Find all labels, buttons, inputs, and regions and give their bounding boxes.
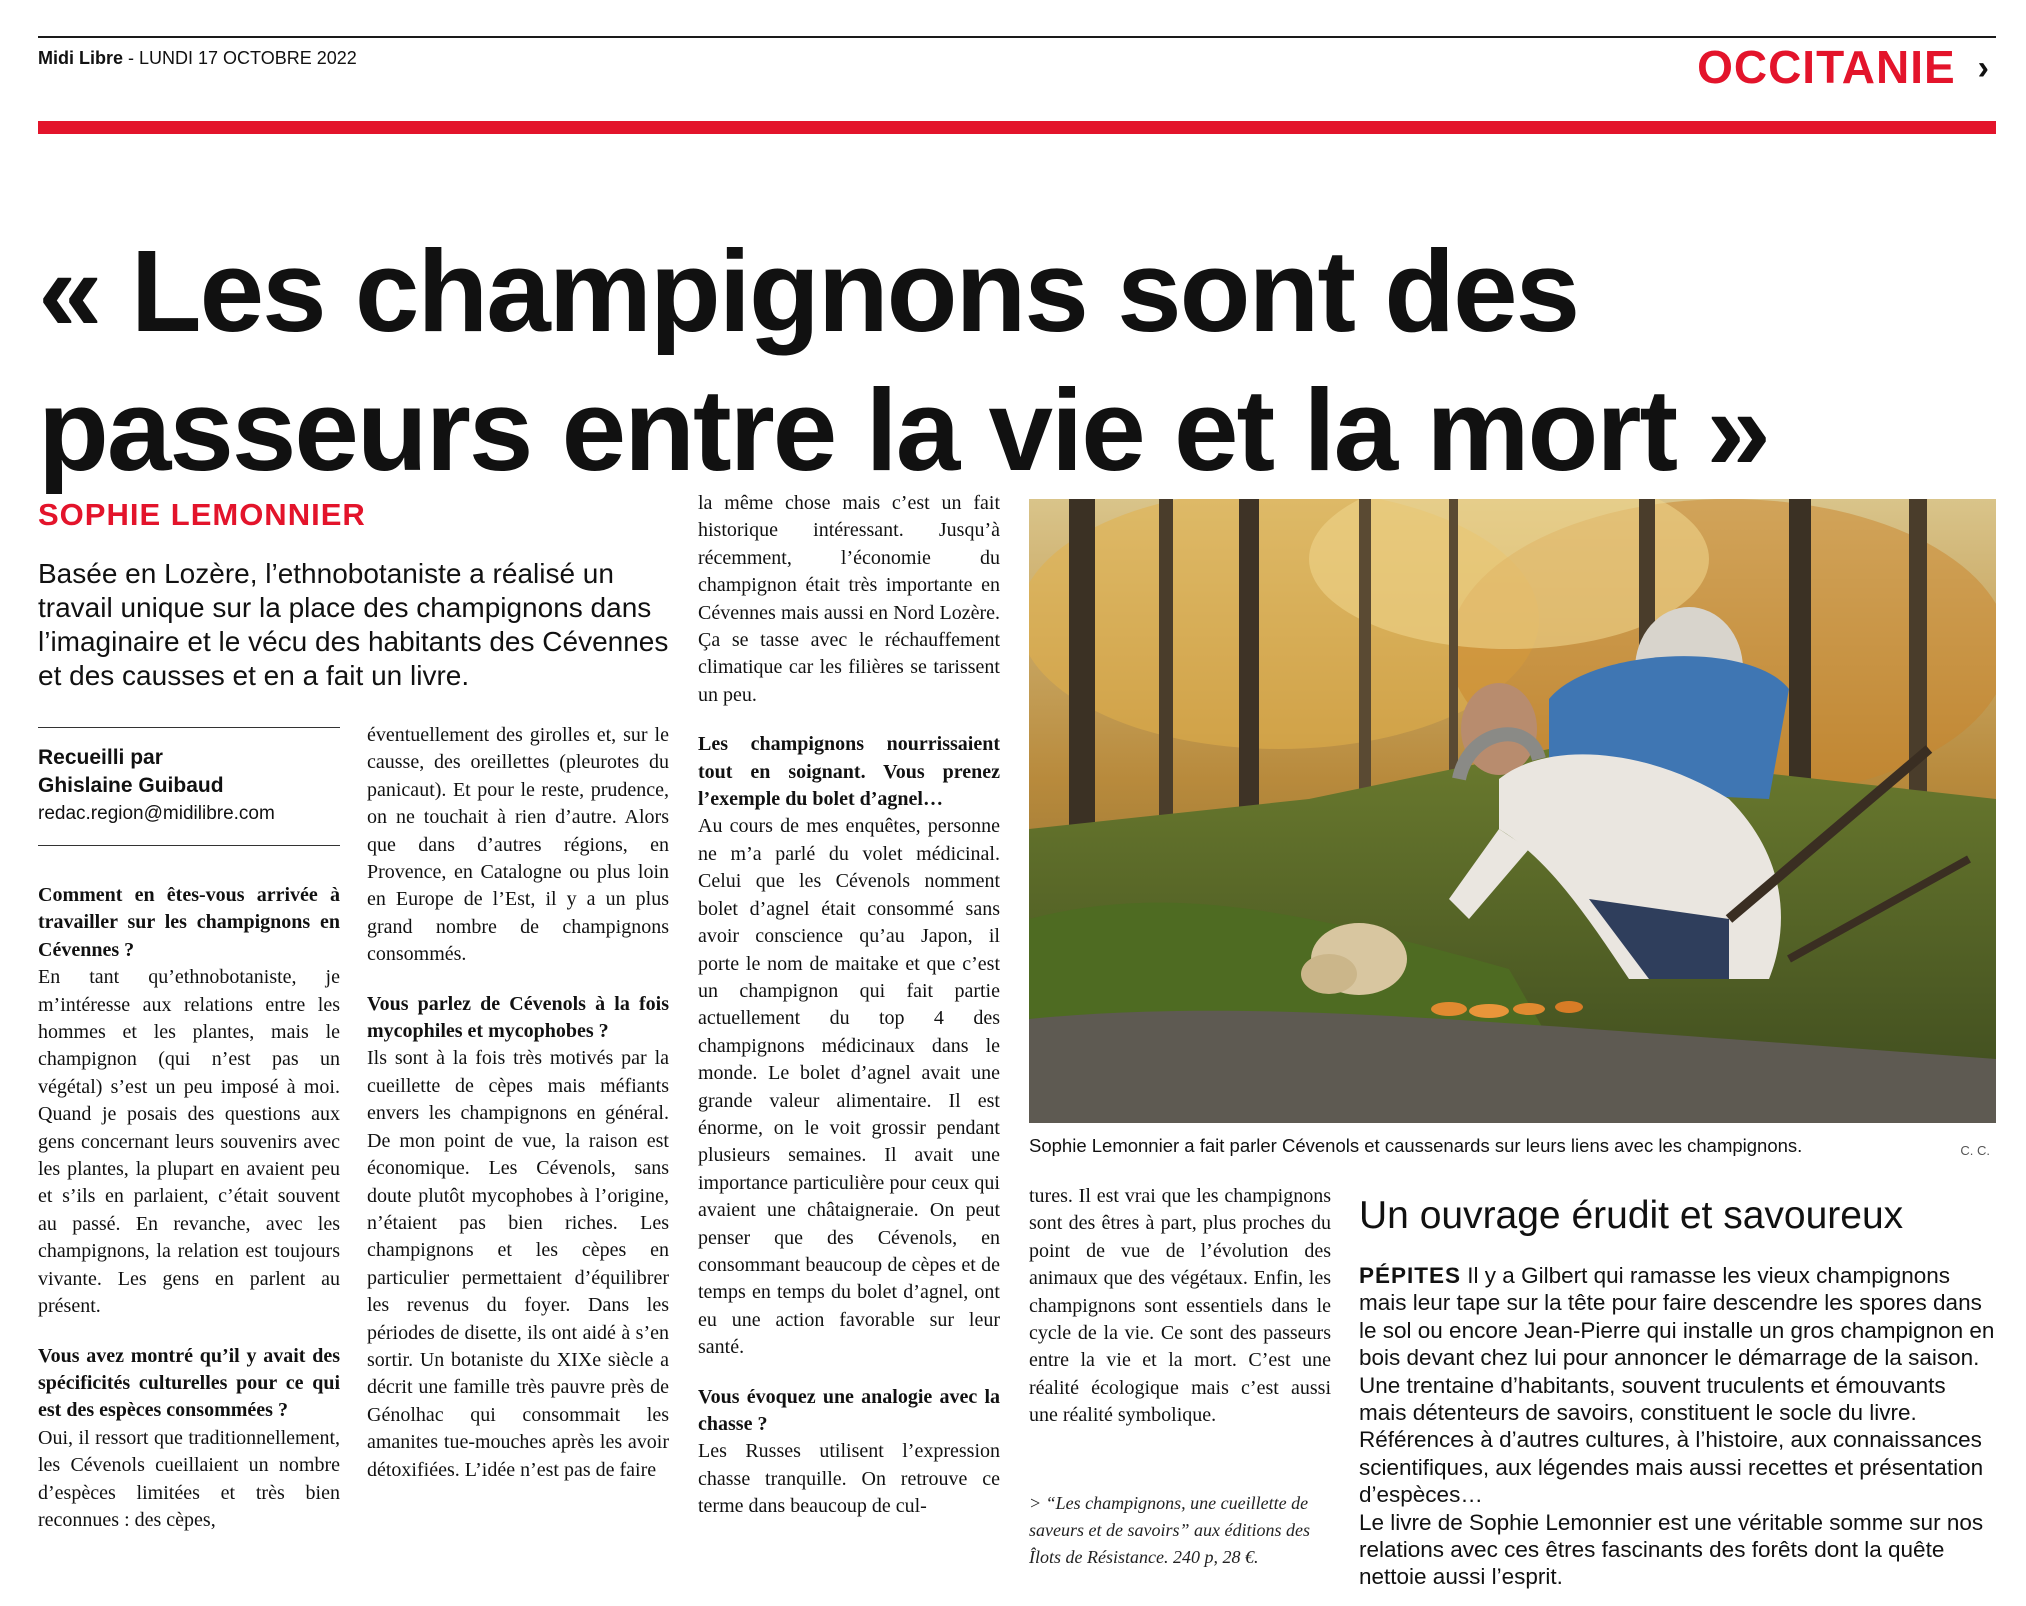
- answer: En tant qu’ethnobotaniste, je m’intéresse aux relations entre les hommes et les plantes, mais le champignon (qui n’est pas un végétal) s’est un peu imposé à moi. Quand je posais des questions aux gens concernant leurs souvenirs avec les plantes, la plupart en avaient peu et s’ils en parlaient, c’était souvent au passé. En revanche, avec les champignons, la relation est toujours vivante. Les gens en parlent au présent.: [38, 966, 340, 1318]
- answer: Ils sont à la fois très motivés par la cueillette de cèpes mais méfiants envers les champignons en général. De mon point de vue, la raison est économique. Les Cévenols, sans doute plutôt mycophobes à l’origine, n’étaient pas bien riches. Les champignons et les cèpes en particulier permettaient d’équilibrer les revenus du foyer. Dans les périodes de disette, ils ont aidé à s’en sortir. Un botaniste du XIXe siècle a décrit une famille très pauvre près de Génolhac qui consommait les amanites tue-mouches après les avoir détoxifiées. L’idée n’est pas de faire: [367, 1047, 669, 1481]
- sidebar-text: [1359, 1262, 1996, 1591]
- column-4: [1029, 1183, 1331, 1430]
- sidebar-keyword: PÉPITES: [1359, 1263, 1462, 1288]
- dateline: [38, 48, 357, 69]
- question: Vous évoquez une analogie avec la chasse ?: [698, 1385, 1000, 1435]
- question: Les champignons nourrissaient tout en soignant. Vous prenez l’exemple du bolet d’agnel…: [698, 733, 1000, 811]
- divider: [38, 727, 340, 728]
- photo-credit: C. C.: [1960, 1143, 1990, 1158]
- sidebar-paragraph-2: Le livre de Sophie Lemonnier est une véritable somme sur nos relations avec ces êtres fascinants des forêts dont la quête nettoie aussi l’esprit.: [1359, 1509, 1984, 1590]
- headline-line-1: « Les champignons sont des: [38, 226, 1579, 356]
- answer: tures. Il est vrai que les champignons sont des êtres à part, plus proches du point de vue de l’évolution des animaux que des végétaux. Enfin, les champignons sont essentiels dans le cycle de la vie. Ce sont des passeurs entre la vie et la mort. C’est une réalité écologique mais c’est aussi une réalité symbolique.: [1029, 1185, 1331, 1427]
- column-2: [367, 722, 669, 1484]
- column-3: [698, 490, 1000, 1521]
- question: Vous avez montré qu’il y avait des spécificités culturelles pour ce qui est des espèces consommées ?: [38, 1344, 340, 1422]
- author-email: redac.region@midilibre.com: [38, 803, 275, 824]
- byline-label: Recueilli par: [38, 746, 163, 769]
- headline-line-2: passeurs entre la vie et la mort »: [38, 365, 1769, 495]
- sidebar-title: Un ouvrage érudit et savoureux: [1359, 1194, 1904, 1237]
- top-rule: [38, 36, 1996, 38]
- column-1: [38, 882, 340, 1534]
- newspaper-name: Midi Libre: [38, 48, 123, 68]
- photo-caption: Sophie Lemonnier a fait parler Cévenols et caussenards sur leurs liens avec les champignons.: [1029, 1135, 1803, 1156]
- answer: éventuellement des girolles et, sur le causse, des oreillettes (pleurotes du panicaut). Et pour le reste, prudence, on ne touchait à rien d’autre. Alors que dans d’autres régions, en Provence, en Catalogne ou plus loin en Europe de l’Est, il y a un plus grand nombre de champignons consommés.: [367, 724, 669, 966]
- sidebar-paragraph-1: Il y a Gilbert qui ramasse les vieux champignons mais leur tape sur la tête pour faire descendre les spores dans le sol ou encore Jean-Pierre qui installe un gros champignon en bois devant chez lui pour annoncer le démarrage de la saison. Une trentaine d’habitants, souvent truculents et émouvants mais détenteurs de savoirs, constituent le socle du livre. Références à d’autres cultures, à l’histoire, aux connaissances scientifiques, aux légendes mais aussi recettes et présentation d’espèces…: [1359, 1263, 1995, 1508]
- book-reference: > “Les champignons, une cueillette de saveurs et de savoirs” aux éditions des Îlots de Résistance. 240 p, 28 €.: [1029, 1493, 1310, 1567]
- chevron-right-icon: ›: [1977, 49, 1990, 87]
- forest-photo-illustration: [1029, 499, 1996, 1123]
- article-photo: [1029, 499, 1996, 1123]
- question: Vous parlez de Cévenols à la fois mycophiles et mycophobes ?: [367, 992, 669, 1043]
- section-header: [1697, 40, 1990, 94]
- question: Comment en êtes-vous arrivée à travailler sur les champignons en Cévennes ?: [38, 884, 340, 961]
- divider: [38, 845, 340, 846]
- answer: la même chose mais c’est un fait historique intéressant. Jusqu’à récemment, l’économie du champignon était très importante en Cévennes mais aussi en Nord Lozère. Ça se tasse avec le réchauffement climatique car les filières se tarissent un peu.: [698, 492, 1000, 706]
- section-name: OCCITANIE: [1697, 41, 1956, 93]
- answer: Les Russes utilisent l’expression chasse tranquille. On retrouve ce terme dans beaucoup de cul-: [698, 1440, 1000, 1518]
- byline: [38, 744, 224, 800]
- issue-date: - LUNDI 17 OCTOBRE 2022: [123, 48, 357, 68]
- headline: [38, 222, 1938, 500]
- answer: Au cours de mes enquêtes, personne ne m’a parlé du volet médicinal. Celui que les Cévenols nomment bolet d’agnel était consommé sans avoir conscience qu’au Japon, il porte le nom de maitake et que c’est un champignon qui fait partie actuellement du top 4 des champignons médicinaux dans le monde. Le bolet d’agnel avait une grande valeur alimentaire. Il est énorme, on le voit grossir pendant plusieurs semaines. Il avait une importance particulière pour ceux qui avaient une châtaigneraie. On peut penser que des Cévenols, en consommant beaucoup de cèpes et de temps en temps du bolet d’agnel, ont eu une action favorable sur leur santé.: [698, 815, 1000, 1359]
- answer: Oui, il ressort que traditionnellement, les Cévenols cueillaient un nombre d’espèces limitées et très bien reconnues : des cèpes,: [38, 1426, 340, 1531]
- byline-name: Ghislaine Guibaud: [38, 774, 224, 797]
- section-band: [38, 121, 1996, 134]
- author: SOPHIE LEMONNIER: [38, 497, 366, 532]
- chapo: Basée en Lozère, l’ethnobotaniste a réalisé un travail unique sur la place des champignons dans l’imaginaire et le vécu des habitants des Cévennes et des causses et en a fait un livre.: [38, 558, 669, 691]
